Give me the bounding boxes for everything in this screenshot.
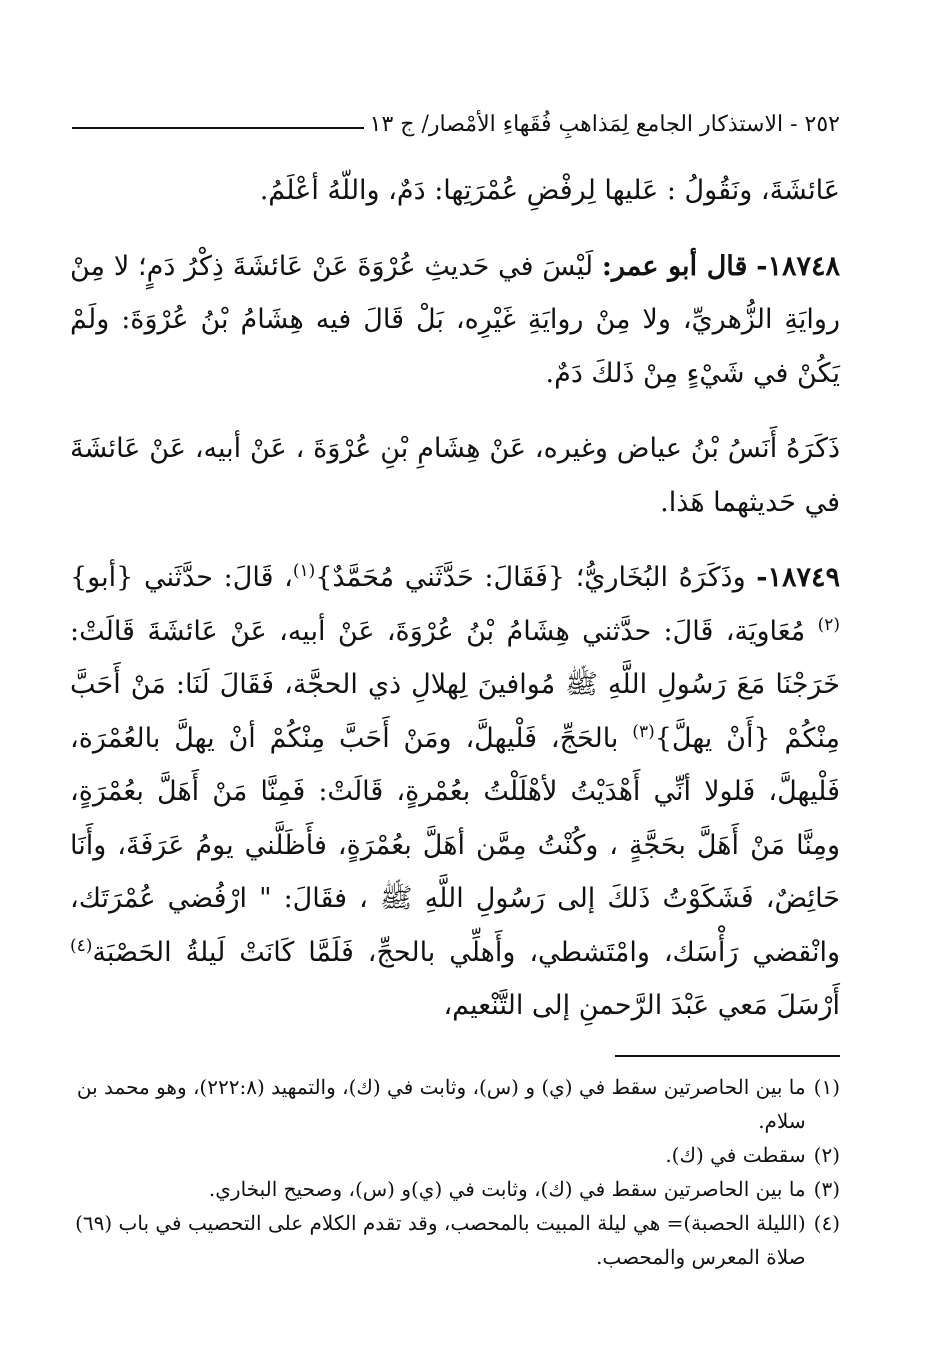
speaker-label: قال أبو عمر: <box>601 250 748 282</box>
footnote-separator <box>615 1055 840 1057</box>
footnote-4 <box>70 1206 840 1274</box>
footnote-number: (٣) <box>813 1177 840 1201</box>
paragraph-1 <box>70 164 840 218</box>
paragraph-text-segment: ، قَالَ: حدَّثَني {أبو} <box>70 562 293 593</box>
footnote-text: (الليلة الحصبة)= هي ليلة المبيت بالمحصب، وقد تقدم الكلام على التحصيب في باب (٦٩) صلاة المعرس والمحصب. <box>75 1211 806 1269</box>
main-text <box>70 164 840 1033</box>
footnotes <box>70 1070 840 1274</box>
footnote-3 <box>70 1172 840 1206</box>
paragraph-text: لَيْسَ في حَديثِ عُرْوَةَ عَنْ عَائشَةَ ذِكْرُ دَمٍ؛ لا مِنْ روايَةِ الزُّهريِّ، ولا مِنْ روايَةِ غَيْرِه، بَلْ قَالَ فيه هِشَامُ بْنُ عُرْوَةَ: ولَمْ يَكُنْ في شَيْءٍ مِنْ ذَلكَ دَمٌ. <box>70 250 840 389</box>
footnote-2 <box>70 1138 840 1172</box>
footnote-number: (٤) <box>813 1211 840 1235</box>
paragraph-text-segment: وذَكَرَهُ البُخَاريُّ؛ {فَقَالَ: حَدَّثَني مُحَمَّدٌ} <box>315 562 746 593</box>
footnote-1 <box>70 1070 840 1138</box>
footnote-text: سقطت في (ك). <box>665 1143 806 1167</box>
footnote-ref-3[interactable]: (٣) <box>632 721 655 742</box>
paragraph-18749 <box>70 551 840 1033</box>
paragraph-text: ذَكَرَهُ أَنَسُ بْنُ عياض وغيره، عَنْ هِشَامِ بْنِ عُرْوَةَ ، عَنْ أبيه، عَنْ عَائشَةَ في حَديثهما هَذا. <box>70 433 840 518</box>
footnote-number: (٢) <box>813 1143 840 1167</box>
paragraph-text-segment: مُعَاويَة، قَالَ: حدَّثني هِشَامُ بْنُ عُرْوَةَ، عَنْ أبيه، عَنْ عَائشَةَ قَالَتْ: خَرَجْنَا مَعَ رَسُولِ اللَّهِ ﷺ مُوافينَ لِهلالِ ذي الحجَّة، فَقَالَ لَنَا: مَنْ أَحَبَّ مِنْكُمْ {أَنْ يهلَّ} <box>70 615 841 754</box>
paragraph-18748 <box>70 240 840 401</box>
paragraph-number: ١٨٧٤٨- <box>756 250 840 282</box>
footnote-ref-4[interactable]: (٤) <box>70 935 93 956</box>
footnote-text: ما بين الحاصرتين سقط في (ي) و (س)، وثابت في (ك)، والتمهيد (٢٢٢:٨)، وهو محمد بن سلام. <box>76 1075 806 1133</box>
footnote-number: (١) <box>813 1075 840 1099</box>
paragraph-text-segment: بالحَجِّ، فَلْيهلَّ، ومَنْ أَحَبَّ مِنْكُمْ أنْ يهلَّ بالعُمْرَة، فَلْيهلَّ، فَلولا أنِّي أَهْدَيْتُ لأهْلَلْتُ بعُمْرةٍ، قَالَتْ: فَمِنَّا مَنْ أَهَلَّ بعُمْرَةٍ، ومِنَّا مَنْ أَهَلَّ بحَجَّةٍ ، وكُنْتُ مِمَّن أهَلَّ بعُمْرَةٍ، فأَظَلَّني يومُ عَرَفَةَ، وأَنَا حَائِضٌ، فَشَكَوْتُ ذَلكَ إلى رَسُولِ اللَّهِ ﷺ ، فقَالَ: " ارْفُضي عُمْرَتَك، وانْقضي رَأْسَك، وامْتَشطي، وأَهلِّي بالحجِّ، فَلَمَّا كَانَتْ لَيلةُ الحَصْبَة <box>70 722 840 968</box>
footnote-text: ما بين الحاصرتين سقط في (ك)، وثابت في (ي)و (س)، وصحيح البخاري. <box>208 1177 806 1201</box>
paragraph-number: ١٨٧٤٩- <box>756 562 840 593</box>
header-rule <box>72 127 364 129</box>
footnote-ref-2[interactable]: (٢) <box>817 614 840 635</box>
footnote-ref-1[interactable]: (١) <box>292 561 316 581</box>
paragraph-3 <box>70 422 840 529</box>
paragraph-text-segment: أَرْسَلَ مَعي عَبْدَ الرَّحمنِ إلى التَّنْعيم، <box>443 990 840 1021</box>
running-header-title: ٢٥٢ - الاستذكار الجامع لِمَذاهبِ فُقَهاءِ الأمْصار/ ج ١٣ <box>369 111 840 137</box>
paragraph-text: عَائشَةَ، ونَقُولُ : عَليها لِرفْضِ عُمْرَتِها: دَمٌ، واللّهُ أعْلَمُ. <box>259 175 840 206</box>
running-header <box>72 104 840 144</box>
